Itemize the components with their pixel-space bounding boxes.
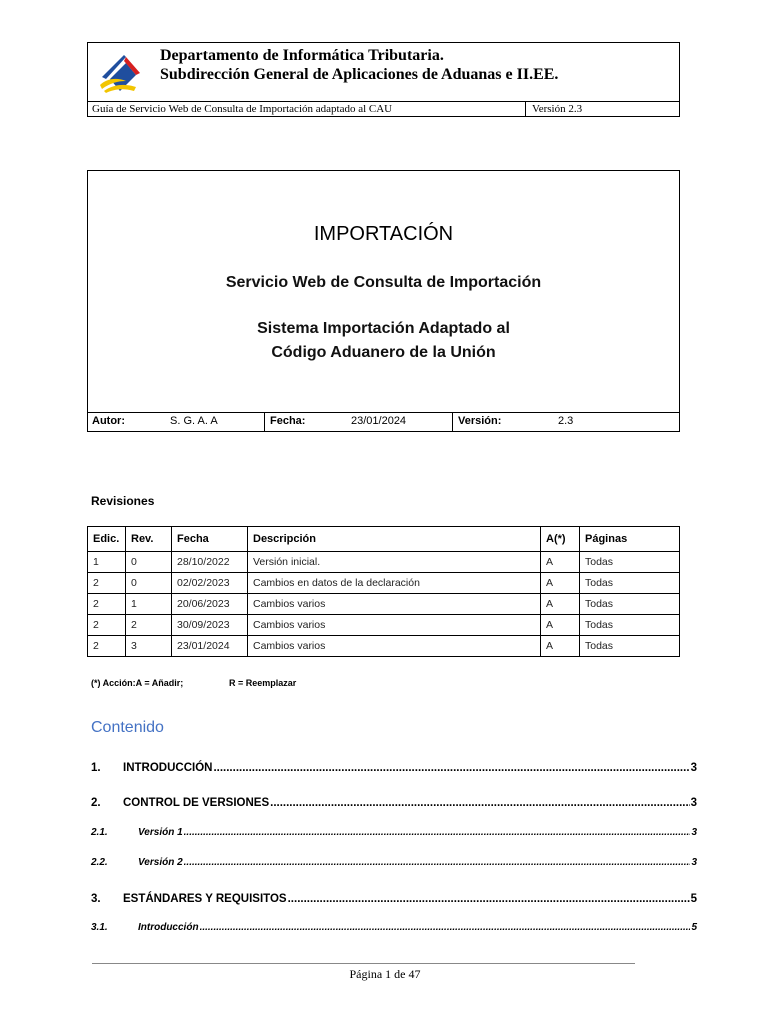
metadata-row [88,412,679,431]
col-header-paginas: Páginas [580,527,680,552]
system-title-line1: Sistema Importación Adaptado al [257,320,510,337]
cell-accion: A [541,636,580,657]
agencia-tributaria-logo-icon [96,49,146,95]
main-title: IMPORTACIÓN [313,223,454,245]
table-row [88,552,680,573]
department-name: Departamento de Informática Tributaria. [160,47,444,64]
title-box [87,170,680,432]
cell-accion: A [541,615,580,636]
cell-edic: 2 [88,636,126,657]
contents-title: Contenido [91,719,164,736]
cell-descripcion: Cambios en datos de la declaración [248,573,541,594]
cell-paginas: Todas [580,552,680,573]
cell-fecha: 20/06/2023 [172,594,248,615]
cell-rev: 2 [126,615,172,636]
col-header-accion: A(*) [541,527,580,552]
version-label: Versión: [452,413,501,431]
cell-fecha: 28/10/2022 [172,552,248,573]
cell-paginas: Todas [580,615,680,636]
toc-entry[interactable]: 2.2. Versión 2 ..... 3 [91,857,697,868]
cell-accion: A [541,573,580,594]
date-value: 23/01/2024 [351,415,407,427]
author-label: Autor: [92,415,125,427]
cell-fecha: 02/02/2023 [172,573,248,594]
col-header-fecha: Fecha [172,527,248,552]
guide-title: Guía de Servicio Web de Consulta de Importación adaptado al CAU [92,103,393,115]
cell-rev: 0 [126,573,172,594]
page-number: Página 1 de 47 [349,967,421,981]
revisions-table [87,526,680,657]
cell-rev: 3 [126,636,172,657]
toc-entry[interactable]: 2. CONTROL DE VERSIONES ..... 3 [91,797,697,809]
col-header-rev: Rev. [126,527,172,552]
cell-rev: 0 [126,552,172,573]
cell-edic: 2 [88,594,126,615]
cell-edic: 2 [88,573,126,594]
cell-fecha: 23/01/2024 [172,636,248,657]
table-header-row [88,527,680,552]
footer-divider [92,963,635,964]
col-header-descripcion: Descripción [248,527,541,552]
date-label: Fecha: [264,413,305,431]
cell-descripcion: Cambios varios [248,615,541,636]
table-row [88,573,680,594]
action-note-add: (*) Acción:A = Añadir; [91,678,184,688]
cell-edic: 1 [88,552,126,573]
toc-entry[interactable]: 1. INTRODUCCIÓN ..... 3 [91,762,697,774]
revisions-title: Revisiones [91,494,155,508]
cell-descripcion: Versión inicial. [248,552,541,573]
document-header [87,42,680,117]
cell-accion: A [541,594,580,615]
version-value: 2.3 [558,415,574,427]
cell-paginas: Todas [580,573,680,594]
table-row [88,594,680,615]
col-header-edic: Edic. [88,527,126,552]
cell-descripcion: Cambios varios [248,594,541,615]
cell-accion: A [541,552,580,573]
cell-fecha: 30/09/2023 [172,615,248,636]
cell-paginas: Todas [580,636,680,657]
cell-paginas: Todas [580,594,680,615]
header-version: Versión 2.3 [525,101,679,116]
cell-descripcion: Cambios varios [248,636,541,657]
toc-entry[interactable]: 3. ESTÁNDARES Y REQUISITOS ..... 5 [91,893,697,905]
cell-edic: 2 [88,615,126,636]
table-row [88,615,680,636]
toc-entry[interactable]: 2.1. Versión 1 ..... 3 [91,827,697,838]
system-title-line2: Código Aduanero de la Unión [271,344,496,361]
cell-rev: 1 [126,594,172,615]
table-row [88,636,680,657]
service-title: Servicio Web de Consulta de Importación [225,274,542,291]
subdirectorate-name: Subdirección General de Aplicaciones de Aduanas e II.EE. [160,66,559,83]
author-value: S. G. A. A [170,415,218,427]
toc-entry[interactable]: 3.1. Introducción ..... 5 [91,922,697,933]
action-note-replace: R = Reemplazar [229,678,297,688]
